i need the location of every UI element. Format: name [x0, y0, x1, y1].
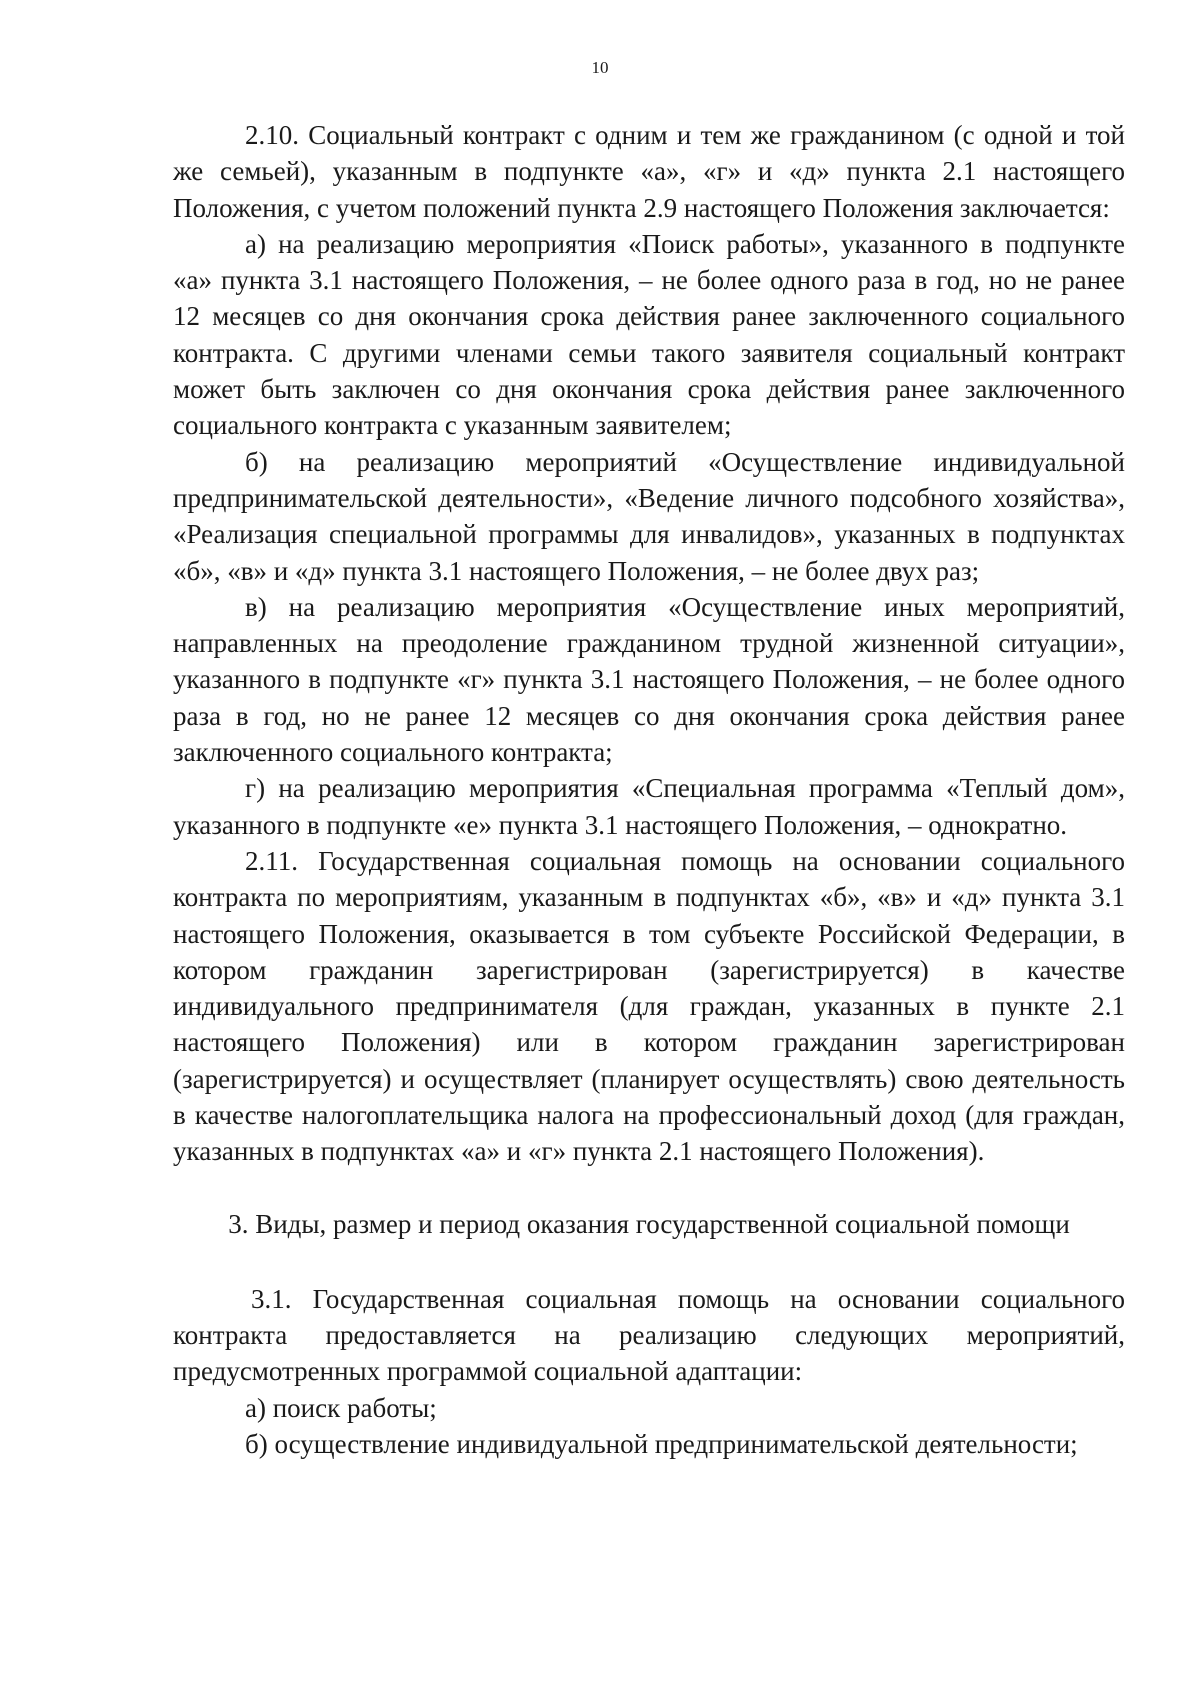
- paragraph-3-1: 3.1. Государственная социальная помощь на основании социального контракта предоставляется на реализацию следующих мероприятий, предусмотренных программой социальной адаптации:: [173, 1283, 1125, 1387]
- paragraph-2-10: 2.10. Социальный контракт с одним и тем же гражданином (с одной и той же семьей), указанным в подпункте «а», «г» и «д» пункта 2.1 настоящего Положения, с учетом положений пункта 2.9 настоящего Положения заключается:: [173, 120, 1125, 223]
- paragraph-2-10-g: г) на реализацию мероприятия «Специальная программа «Теплый дом», указанного в подпункте «е» пункта 3.1 настоящего Положения, – однократно.: [173, 773, 1125, 840]
- paragraph-2-11: 2.11. Государственная социальная помощь на основании социального контракта по мероприятиям, указанным в подпунктах «б», «в» и «д» пункта 3.1 настоящего Положения, оказывается в том субъекте Российской Федерации, в котором гражданин зарегистрирован (зарегистрируется) в качестве индивидуального предпринимателя (для граждан, указанных в пункте 2.1 настоящего Положения) или в котором гражданин зарегистрирован (зарегистрируется) и осуществляет (планирует осуществлять) свою деятельность в качестве налогоплательщика налога на профессиональный доход (для граждан, указанных в подпунктах «а» и «г» пункта 2.1 настоящего Положения).: [173, 845, 1125, 1167]
- page-number: 10: [591, 58, 609, 77]
- paragraph-2-10-b: б) на реализацию мероприятий «Осуществление индивидуальной предпринимательской деятельности», «Ведение личного подсобного хозяйства», «Реализация специальной программы для инвалидов», указанных в подпунктах «б», «в» и «д» пункта 3.1 настоящего Положения, – не более двух раз;: [173, 446, 1125, 586]
- paragraph-2-10-a: а) на реализацию мероприятия «Поиск работы», указанного в подпункте «а» пункта 3.1 настоящего Положения, – не более одного раза в год, но не ранее 12 месяцев со дня окончания срока действия ранее заключенного социального контракта. С другими членами семьи такого заявителя социальный контракт может быть заключен со дня окончания срока действия ранее заключенного социального контракта с указанным заявителем;: [173, 228, 1125, 441]
- paragraph-3-1-b: б) осуществление индивидуальной предпринимательской деятельности;: [245, 1428, 1078, 1459]
- document-body: [173, 117, 1125, 1462]
- paragraph-2-10-v: в) на реализацию мероприятия «Осуществление иных мероприятий, направленных на преодоление гражданином трудной жизненной ситуации», указанного в подпункте «г» пункта 3.1 настоящего Положения, – не более одного раза в год, но не ранее 12 месяцев со дня окончания срока действия ранее заключенного социального контракта;: [173, 591, 1125, 768]
- section-3-heading: 3. Виды, размер и период оказания государственной социальной помощи: [228, 1208, 1070, 1239]
- paragraph-3-1-a: а) поиск работы;: [245, 1392, 437, 1423]
